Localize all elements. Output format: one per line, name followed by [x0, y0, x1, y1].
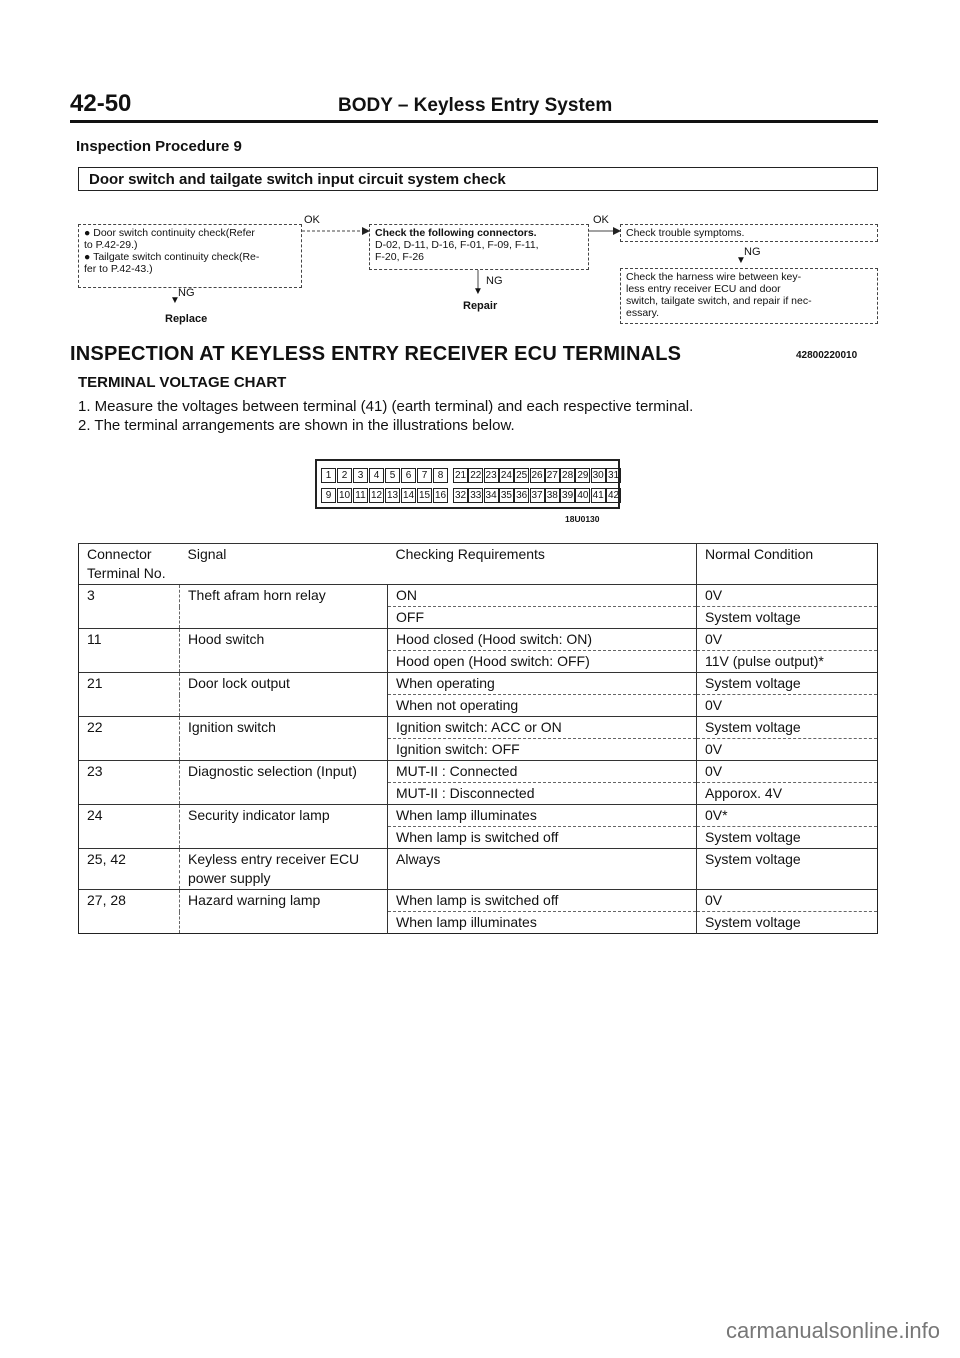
terminal-cell — [79, 783, 180, 805]
page-title: BODY – Keyless Entry System — [338, 95, 613, 116]
down-arrow-icon: ▼ — [736, 255, 746, 266]
requirement-cell: OFF — [388, 607, 697, 629]
signal-cell — [180, 827, 388, 849]
connector-pin: 2 — [337, 468, 352, 483]
signal-cell: Ignition switch — [180, 717, 388, 739]
connector-pin: 22 — [470, 470, 482, 481]
section-subtitle: TERMINAL VOLTAGE CHART — [78, 374, 287, 391]
table-header-row — [79, 544, 878, 585]
table-row — [79, 739, 878, 761]
connector-pin: 13 — [386, 490, 399, 501]
connector-pin: 36 — [516, 490, 528, 501]
connector-pin: 26 — [531, 470, 543, 481]
terminal-cell — [79, 651, 180, 673]
condition-cell: 0V — [697, 890, 878, 912]
flow-box-connectors — [369, 224, 589, 270]
flow-box4-line: Check the harness wire between key- — [626, 271, 802, 283]
connector-pin: 32 — [454, 490, 467, 501]
flow-box2-line: F-20, F-26 — [375, 251, 425, 263]
page-number: 42-50 — [70, 90, 132, 117]
connector-pin: 39 — [562, 490, 574, 501]
header-condition: Normal Condition — [697, 544, 878, 585]
table-row — [79, 783, 878, 805]
flow-ng-2: NG — [486, 275, 503, 287]
condition-cell: 11V (pulse output)* — [697, 651, 878, 673]
connector-pin: 14 — [402, 490, 415, 501]
signal-cell: Hazard warning lamp — [180, 890, 388, 912]
table-row — [79, 912, 878, 934]
table-row — [79, 673, 878, 695]
terminal-cell: 25, 42 — [79, 849, 180, 890]
connector-pin: 40 — [577, 490, 589, 501]
condition-cell: System voltage — [697, 673, 878, 695]
terminal-cell — [79, 827, 180, 849]
flow-box-trouble — [620, 224, 878, 242]
table-row — [79, 717, 878, 739]
condition-cell: 0V — [697, 585, 878, 607]
requirement-cell: When not operating — [388, 695, 697, 717]
flow-repair: Repair — [463, 300, 498, 312]
requirement-cell: MUT-II : Connected — [388, 761, 697, 783]
terminal-cell: 21 — [79, 673, 180, 695]
condition-cell: 0V — [697, 695, 878, 717]
table-row — [79, 849, 878, 890]
requirement-cell: ON — [388, 585, 697, 607]
flow-box1-line: fer to P.42-43.) — [84, 263, 153, 275]
flow-box3-text: Check trouble symptoms. — [626, 227, 745, 239]
flow-ng-1: NG — [178, 287, 195, 299]
connector-pin: 37 — [531, 490, 543, 501]
terminal-cell — [79, 739, 180, 761]
requirement-cell: When lamp is switched off — [388, 827, 697, 849]
terminal-cell — [79, 912, 180, 934]
connector-pin: 4 — [369, 468, 384, 483]
procedure-box-title: Door switch and tailgate switch input circuit system check — [89, 171, 506, 188]
header-terminal-line: Terminal No. — [87, 565, 166, 581]
flow-box4-line: switch, tailgate switch, and repair if nec- — [626, 295, 812, 307]
requirement-cell: Hood closed (Hood switch: ON) — [388, 629, 697, 651]
condition-cell: System voltage — [697, 827, 878, 849]
connector-pin: 8 — [433, 468, 448, 483]
table-row — [79, 607, 878, 629]
condition-cell: Apporox. 4V — [697, 783, 878, 805]
connector-pin: 6 — [401, 468, 416, 483]
section-code: 42800220010 — [796, 350, 858, 361]
connector-pin: 7 — [417, 468, 432, 483]
connector-pin: 42 — [607, 490, 620, 501]
signal-cell: Theft afram horn relay — [180, 585, 388, 607]
table-row — [79, 695, 878, 717]
signal-cell: Security indicator lamp — [180, 805, 388, 827]
table-row — [79, 890, 878, 912]
flow-box2-line: D-02, D-11, D-16, F-01, F-09, F-11, — [375, 239, 539, 251]
requirement-cell: When operating — [388, 673, 697, 695]
connector-pin: 28 — [562, 470, 574, 481]
table-row — [79, 761, 878, 783]
signal-cell: Door lock output — [180, 673, 388, 695]
procedure-box — [78, 167, 878, 191]
connector-pin: 3 — [353, 468, 368, 483]
connector-pin: 29 — [577, 470, 589, 481]
requirement-cell: Ignition switch: ACC or ON — [388, 717, 697, 739]
terminal-cell: 27, 28 — [79, 890, 180, 912]
signal-cell — [180, 739, 388, 761]
header-rule — [70, 120, 878, 123]
section-title: INSPECTION AT KEYLESS ENTRY RECEIVER ECU TERMINALS — [70, 343, 682, 365]
signal-cell: Hood switch — [180, 629, 388, 651]
down-arrow-icon: ▼ — [473, 286, 483, 297]
condition-cell: System voltage — [697, 717, 878, 739]
watermark: carmanualsonline.info — [725, 1318, 940, 1343]
condition-cell: System voltage — [697, 849, 878, 890]
flow-replace: Replace — [165, 313, 208, 325]
connector-diagram — [315, 459, 620, 509]
connector-pin: 10 — [338, 490, 351, 501]
signal-cell — [180, 695, 388, 717]
signal-cell — [180, 912, 388, 934]
signal-cell — [180, 783, 388, 805]
step-2: 2. The terminal arrangements are shown in the illustrations below. — [78, 417, 515, 434]
header-signal: Signal — [180, 544, 388, 585]
signal-cell: Diagnostic selection (Input) — [180, 761, 388, 783]
connector-pin: 15 — [418, 490, 431, 501]
connector-pin: 9 — [321, 488, 336, 503]
header-terminal — [79, 544, 180, 585]
requirement-cell: Always — [388, 849, 697, 890]
connector-pin: 27 — [546, 470, 558, 481]
requirement-cell: When lamp is switched off — [388, 890, 697, 912]
condition-cell: 0V* — [697, 805, 878, 827]
connector-pin: 16 — [434, 490, 447, 501]
connector-pin: 24 — [500, 470, 512, 481]
connector-pin: 25 — [516, 470, 528, 481]
flow-arrow-right-1 — [302, 224, 370, 238]
connector-pin: 38 — [546, 490, 558, 501]
terminal-voltage-table — [78, 543, 878, 934]
connector-pin: 21 — [454, 470, 467, 481]
procedure-title: Inspection Procedure 9 — [76, 138, 242, 155]
flow-arrow-right-2 — [589, 224, 621, 238]
requirement-cell: When lamp illuminates — [388, 805, 697, 827]
table-row — [79, 827, 878, 849]
flow-ok-1: OK — [304, 214, 320, 226]
connector-pin: 33 — [470, 490, 482, 501]
flow-ok-2: OK — [593, 214, 609, 226]
table-row — [79, 585, 878, 607]
condition-cell: 0V — [697, 761, 878, 783]
flow-ng-3: NG — [744, 246, 761, 258]
condition-cell: System voltage — [697, 912, 878, 934]
connector-pin: 23 — [485, 470, 497, 481]
connector-pin: 34 — [485, 490, 497, 501]
flow-box4-line: less entry receiver ECU and door — [626, 283, 781, 295]
flow-box-harness — [620, 268, 878, 324]
condition-cell: 0V — [697, 739, 878, 761]
flow-box2-title: Check the following connectors. — [375, 227, 537, 239]
signal-cell: Keyless entry receiver ECU power supply — [180, 849, 388, 890]
connector-pin: 5 — [385, 468, 400, 483]
requirement-cell: Ignition switch: OFF — [388, 739, 697, 761]
connector-pin: 31 — [607, 470, 620, 481]
terminal-cell — [79, 695, 180, 717]
terminal-cell — [79, 607, 180, 629]
connector-pin: 30 — [592, 470, 604, 481]
step-1: 1. Measure the voltages between terminal (41) (earth terminal) and each respective terminal. — [78, 398, 694, 415]
table-row — [79, 805, 878, 827]
signal-cell — [180, 651, 388, 673]
connector-code: 18U0130 — [565, 514, 600, 524]
header-terminal-line: Connector — [87, 546, 152, 562]
terminal-cell: 3 — [79, 585, 180, 607]
flow-box-door-switch — [78, 224, 302, 288]
connector-pin: 12 — [370, 490, 383, 501]
down-arrow-icon: ▼ — [170, 295, 180, 306]
terminal-cell: 24 — [79, 805, 180, 827]
terminal-cell: 22 — [79, 717, 180, 739]
terminal-cell: 11 — [79, 629, 180, 651]
flow-box1-line: ● Tailgate switch continuity check(Re- — [84, 251, 260, 263]
flow-box1-line: to P.42-29.) — [84, 239, 138, 251]
flow-box4-line: essary. — [626, 307, 660, 319]
connector-pin: 35 — [500, 490, 512, 501]
signal-cell — [180, 607, 388, 629]
table-row — [79, 629, 878, 651]
flow-box1-line: ● Door switch continuity check(Refer — [84, 227, 255, 239]
table-row — [79, 651, 878, 673]
condition-cell: 0V — [697, 629, 878, 651]
requirement-cell: MUT-II : Disconnected — [388, 783, 697, 805]
connector-pin: 11 — [353, 488, 368, 503]
condition-cell: System voltage — [697, 607, 878, 629]
connector-pin: 1 — [321, 468, 336, 483]
connector-pin: 41 — [592, 490, 604, 501]
terminal-cell: 23 — [79, 761, 180, 783]
header-requirements: Checking Requirements — [388, 544, 697, 585]
requirement-cell: Hood open (Hood switch: OFF) — [388, 651, 697, 673]
requirement-cell: When lamp illuminates — [388, 912, 697, 934]
